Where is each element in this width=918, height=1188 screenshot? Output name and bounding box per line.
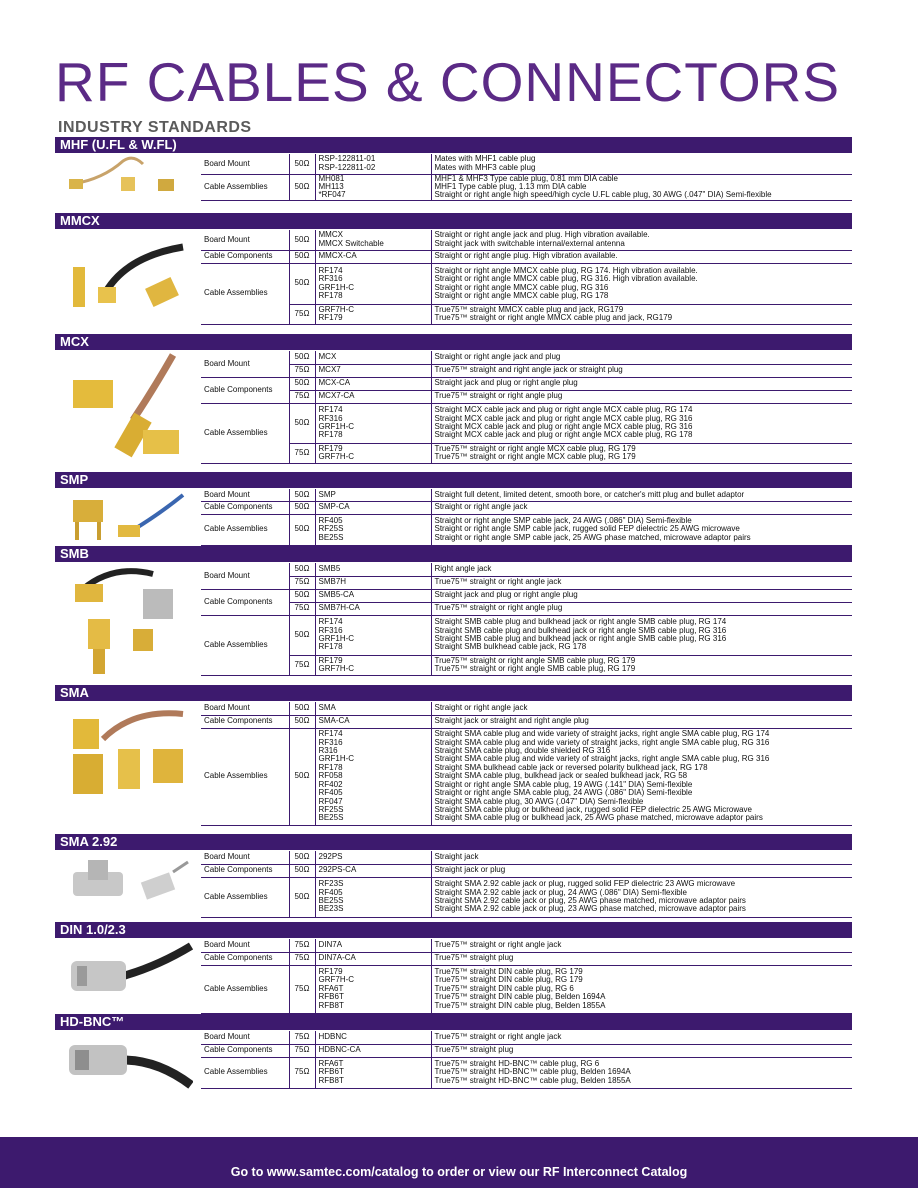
category-cell: Board Mount bbox=[201, 851, 289, 864]
sma-connectors-photo-icon bbox=[55, 702, 200, 825]
table-row bbox=[201, 250, 852, 263]
description-cell: True75™ straight plug bbox=[431, 1044, 852, 1057]
table-row bbox=[201, 952, 852, 965]
footer-link[interactable]: Go to www.samtec.com/catalog to order or view our RF Interconnect Catalog bbox=[230, 1165, 688, 1179]
section-header: SMP bbox=[55, 472, 852, 488]
part-number-cell[interactable]: DIN7A bbox=[315, 939, 431, 952]
impedance-cell: 75Ω bbox=[289, 390, 315, 403]
description-cell: Straight jack and plug or right angle plug bbox=[431, 377, 852, 390]
part-number-cell[interactable]: MCX7 bbox=[315, 364, 431, 377]
part-number-cell[interactable]: MH081 MH113 *RF047 bbox=[315, 174, 431, 200]
table-row bbox=[201, 576, 852, 589]
impedance-cell: 50Ω bbox=[289, 851, 315, 864]
table-row bbox=[201, 263, 852, 304]
category-cell: Board Mount bbox=[201, 154, 289, 174]
impedance-cell: 75Ω bbox=[289, 576, 315, 589]
description-cell: True75™ straight DIN cable plug, RG 179 True75™ straight DIN cable plug, RG 179 True75™ straight DIN cable plug, RG 6 True75™ straight DIN cable plug, Belden 1694A True75™ straight DIN cable plug, Belden 1855A bbox=[431, 965, 852, 1013]
description-cell: Straight jack or plug bbox=[431, 864, 852, 877]
table-row bbox=[201, 514, 852, 545]
category-cell: Board Mount bbox=[201, 230, 289, 250]
description-cell: True75™ straight plug bbox=[431, 952, 852, 965]
part-number-cell[interactable]: MMCX-CA bbox=[315, 250, 431, 263]
description-cell: True75™ straight HD-BNC™ cable plug, RG 6 True75™ straight HD-BNC™ cable plug, Belden 1694A True75™ straight HD-BNC™ cable plug, Belden 1855A bbox=[431, 1057, 852, 1088]
category-cell: Cable Components bbox=[201, 250, 289, 263]
description-cell: True75™ straight and right angle jack or straight plug bbox=[431, 364, 852, 377]
table-row bbox=[201, 1057, 852, 1088]
description-cell: Straight or right angle jack and plug bbox=[431, 351, 852, 364]
description-cell: True75™ straight or right angle MCX cable plug, RG 179 True75™ straight or right angle MCX cable plug, RG 179 bbox=[431, 443, 852, 463]
part-number-cell[interactable]: 292PS-CA bbox=[315, 864, 431, 877]
part-number-cell[interactable]: 292PS bbox=[315, 851, 431, 864]
impedance-cell: 75Ω bbox=[289, 655, 315, 675]
category-cell: Cable Components bbox=[201, 952, 289, 965]
spec-table bbox=[201, 939, 852, 1014]
spec-table bbox=[201, 851, 852, 918]
table-row bbox=[201, 154, 852, 174]
description-cell: Straight jack and plug or right angle plug bbox=[431, 589, 852, 602]
description-cell: Straight or right angle jack bbox=[431, 501, 852, 514]
table-row bbox=[201, 390, 852, 403]
description-cell: Straight or right angle MMCX cable plug, RG 174. High vibration available. Straight or right angle MMCX cable plug, RG 316. High vibration available. Straight or right angle MMCX cable plug, RG 316 Straight or right angle MMCX cable plug, RG 178 bbox=[431, 263, 852, 304]
category-cell: Cable Components bbox=[201, 589, 289, 615]
spec-table bbox=[201, 702, 852, 826]
impedance-cell: 75Ω bbox=[289, 364, 315, 377]
category-cell: Board Mount bbox=[201, 351, 289, 377]
section-header: SMA bbox=[55, 685, 852, 701]
part-number-cell[interactable]: DIN7A-CA bbox=[315, 952, 431, 965]
description-cell: True75™ straight or right angle plug bbox=[431, 390, 852, 403]
category-cell: Cable Components bbox=[201, 715, 289, 728]
impedance-cell: 50Ω bbox=[289, 728, 315, 825]
description-cell: Straight jack bbox=[431, 851, 852, 864]
description-cell: Straight SMA 2.92 cable jack or plug, rugged solid FEP dielectric 23 AWG microwave Straight SMA 2.92 cable jack or plug, 24 AWG (.086" DIA) Semi-flexible Straight SMA 2.92 cable jack or plug, 25 AWG phase matched, microwave adaptor pairs Straight SMA 2.92 cable jack or plug, 23 AWG phase matched, microwave adaptor pairs bbox=[431, 877, 852, 917]
category-cell: Cable Assemblies bbox=[201, 1057, 289, 1088]
category-cell: Cable Assemblies bbox=[201, 965, 289, 1013]
smp-connectors-photo-icon bbox=[55, 489, 200, 545]
category-cell: Board Mount bbox=[201, 702, 289, 715]
spec-table bbox=[201, 1031, 852, 1089]
impedance-cell: 75Ω bbox=[289, 1031, 315, 1044]
part-number-cell[interactable]: HDBNC bbox=[315, 1031, 431, 1044]
impedance-cell: 50Ω bbox=[289, 877, 315, 917]
description-cell: MHF1 & MHF3 Type cable plug, 0.81 mm DIA cable MHF1 Type cable plug, 1.13 mm DIA cable Straight or right angle high speed/high cycle U.FL cable plug, 30 AWG (.047" DIA) Semi-flexible bbox=[431, 174, 852, 200]
part-number-cell[interactable]: SMB7H-CA bbox=[315, 602, 431, 615]
table-row bbox=[201, 489, 852, 501]
description-cell: True75™ straight MMCX cable plug and jack, RG179 True75™ straight or right angle MMCX cable plug and jack, RG179 bbox=[431, 304, 852, 324]
part-number-cell[interactable]: RFA6T RFB6T RFB8T bbox=[315, 1057, 431, 1088]
section-header: MHF (U.FL & W.FL) bbox=[55, 137, 852, 153]
part-number-cell[interactable]: MCX bbox=[315, 351, 431, 364]
table-row bbox=[201, 230, 852, 250]
category-cell: Cable Components bbox=[201, 501, 289, 514]
category-cell: Cable Assemblies bbox=[201, 615, 289, 675]
category-cell: Cable Assemblies bbox=[201, 514, 289, 545]
description-cell: Straight or right angle jack and plug. High vibration available. Straight jack with switchable internal/external antenna bbox=[431, 230, 852, 250]
mmcx-connectors-photo-icon bbox=[55, 230, 200, 324]
part-number-cell[interactable]: MCX-CA bbox=[315, 377, 431, 390]
section-header: HD-BNC™ bbox=[55, 1014, 852, 1030]
impedance-cell: 50Ω bbox=[289, 377, 315, 390]
table-row bbox=[201, 501, 852, 514]
table-row bbox=[201, 655, 852, 675]
table-row bbox=[201, 851, 852, 864]
part-number-cell[interactable]: SMP-CA bbox=[315, 501, 431, 514]
table-row bbox=[201, 563, 852, 576]
impedance-cell: 75Ω bbox=[289, 1057, 315, 1088]
part-number-cell[interactable]: MMCX MMCX Switchable bbox=[315, 230, 431, 250]
spec-table bbox=[201, 154, 852, 201]
section-header: MMCX bbox=[55, 213, 852, 229]
impedance-cell: 50Ω bbox=[289, 864, 315, 877]
impedance-cell: 75Ω bbox=[289, 939, 315, 952]
table-row bbox=[201, 589, 852, 602]
part-number-cell[interactable]: SMP bbox=[315, 489, 431, 501]
part-number-cell[interactable]: MCX7-CA bbox=[315, 390, 431, 403]
part-number-cell[interactable]: SMB5 bbox=[315, 563, 431, 576]
section-header: MCX bbox=[55, 334, 852, 350]
part-number-cell[interactable]: HDBNC-CA bbox=[315, 1044, 431, 1057]
category-cell: Cable Components bbox=[201, 1044, 289, 1057]
description-cell: Straight full detent, limited detent, smooth bore, or catcher's mitt plug and bullet adaptor bbox=[431, 489, 852, 501]
part-number-cell[interactable]: RF179 GRF7H-C bbox=[315, 443, 431, 463]
impedance-cell: 50Ω bbox=[289, 501, 315, 514]
table-row bbox=[201, 965, 852, 1013]
impedance-cell: 50Ω bbox=[289, 250, 315, 263]
impedance-cell: 50Ω bbox=[289, 351, 315, 364]
table-row bbox=[201, 864, 852, 877]
category-cell: Board Mount bbox=[201, 939, 289, 952]
category-cell: Cable Components bbox=[201, 377, 289, 403]
impedance-cell: 50Ω bbox=[289, 154, 315, 174]
impedance-cell: 75Ω bbox=[289, 1044, 315, 1057]
table-row bbox=[201, 174, 852, 200]
mcx-connectors-photo-icon bbox=[55, 351, 200, 463]
impedance-cell: 75Ω bbox=[289, 304, 315, 324]
description-cell: Straight or right angle plug. High vibration available. bbox=[431, 250, 852, 263]
description-cell: Right angle jack bbox=[431, 563, 852, 576]
table-row bbox=[201, 615, 852, 655]
part-number-cell[interactable]: SMB7H bbox=[315, 576, 431, 589]
table-row bbox=[201, 351, 852, 364]
part-number-cell[interactable]: RF174 RF316 GRF1H-C RF178 bbox=[315, 263, 431, 304]
table-row bbox=[201, 377, 852, 390]
table-row bbox=[201, 443, 852, 463]
part-number-cell[interactable]: GRF7H-C RF179 bbox=[315, 304, 431, 324]
category-cell: Board Mount bbox=[201, 1031, 289, 1044]
table-row bbox=[201, 939, 852, 952]
description-cell: True75™ straight or right angle jack bbox=[431, 576, 852, 589]
part-number-cell[interactable]: RF179 GRF7H-C bbox=[315, 655, 431, 675]
impedance-cell: 75Ω bbox=[289, 965, 315, 1013]
table-row bbox=[201, 403, 852, 443]
description-cell: Straight SMA cable plug and wide variety of straight jacks, right angle SMA cable plug, RG 174 Straight SMA cable plug and wide variety of straight jacks, right angle SMA cable plug, RG 316 Straight SMA cable plug, double shielded RG 316 Straight SMA cable plug and wide variety of straight jacks, right angle SMA cable plug, RG 316 Straight SMA bulkhead cable jack or reversed polarity bulkhead jack, RG 178 Straight SMA cable plug, bulkhead jack or sealed bulkhead jack, RG 58 Straight or right angle SMA cable plug, 19 AWG (.141" DIA) Semi-flexible Straight or right angle SMA cable plug, 24 AWG (.086" DIA) Semi-flexible Straight SMA cable plug, 30 AWG (.047" DIA) Semi-flexible Straight SMA cable plug or bulkhead jack, rugged solid FEP dielectric 25 AWG Microwave Straight SMA cable plug or bulkhead jack, 25 AWG phase matched, microwave adaptor pairs bbox=[431, 728, 852, 825]
impedance-cell: 75Ω bbox=[289, 443, 315, 463]
smb-connectors-photo-icon bbox=[55, 563, 200, 675]
impedance-cell: 50Ω bbox=[289, 174, 315, 200]
impedance-cell: 50Ω bbox=[289, 615, 315, 655]
impedance-cell: 50Ω bbox=[289, 589, 315, 602]
part-number-cell[interactable]: RF174 RF316 R316 GRF1H-C RF178 RF058 RF402 RF405 RF047 RF25S BE25S bbox=[315, 728, 431, 825]
description-cell: Straight or right angle SMP cable jack, 24 AWG (.086" DIA) Semi-flexible Straight or right angle SMP cable jack, rugged solid FEP dielectric 25 AWG microwave Straight or right angle SMP cable jack, 25 AWG phase matched, microwave adaptor pairs bbox=[431, 514, 852, 545]
part-number-cell[interactable]: SMA bbox=[315, 702, 431, 715]
description-cell: True75™ straight or right angle plug bbox=[431, 602, 852, 615]
page-title: RF CABLES & CONNECTORS bbox=[55, 51, 841, 113]
part-number-cell[interactable]: SMB5-CA bbox=[315, 589, 431, 602]
impedance-cell: 50Ω bbox=[289, 263, 315, 304]
table-row bbox=[201, 1044, 852, 1057]
description-cell: True75™ straight or right angle jack bbox=[431, 1031, 852, 1044]
table-row bbox=[201, 728, 852, 825]
mhf-connectors-photo-icon bbox=[55, 154, 200, 194]
part-number-cell[interactable]: RF405 RF25S BE25S bbox=[315, 514, 431, 545]
page-subtitle: INDUSTRY STANDARDS bbox=[58, 119, 252, 136]
part-number-cell[interactable]: RSP-122811-01 RSP-122811-02 bbox=[315, 154, 431, 174]
category-cell: Cable Assemblies bbox=[201, 263, 289, 324]
category-cell: Board Mount bbox=[201, 489, 289, 501]
category-cell: Cable Assemblies bbox=[201, 728, 289, 825]
table-row bbox=[201, 715, 852, 728]
description-cell: Straight or right angle jack bbox=[431, 702, 852, 715]
part-number-cell[interactable]: SMA-CA bbox=[315, 715, 431, 728]
category-cell: Cable Assemblies bbox=[201, 174, 289, 200]
part-number-cell[interactable]: RF174 RF316 GRF1H-C RF178 bbox=[315, 403, 431, 443]
impedance-cell: 75Ω bbox=[289, 952, 315, 965]
table-row bbox=[201, 602, 852, 615]
part-number-cell[interactable]: RF179 GRF7H-C RFA6T RFB6T RFB8T bbox=[315, 965, 431, 1013]
table-row bbox=[201, 364, 852, 377]
table-row bbox=[201, 877, 852, 917]
section-header: DIN 1.0/2.3 bbox=[55, 922, 852, 938]
impedance-cell: 50Ω bbox=[289, 403, 315, 443]
table-row bbox=[201, 702, 852, 715]
part-number-cell[interactable]: RF174 RF316 GRF1H-C RF178 bbox=[315, 615, 431, 655]
spec-table bbox=[201, 230, 852, 325]
sma292-connectors-photo-icon bbox=[55, 851, 200, 917]
impedance-cell: 50Ω bbox=[289, 563, 315, 576]
description-cell: Straight jack or straight and right angle plug bbox=[431, 715, 852, 728]
spec-table bbox=[201, 563, 852, 676]
spec-table bbox=[201, 489, 852, 546]
category-cell: Cable Assemblies bbox=[201, 877, 289, 917]
din-connectors-photo-icon bbox=[55, 939, 200, 1013]
description-cell: True75™ straight or right angle SMB cable plug, RG 179 True75™ straight or right angle SMB cable plug, RG 179 bbox=[431, 655, 852, 675]
table-row bbox=[201, 304, 852, 324]
category-cell: Cable Components bbox=[201, 864, 289, 877]
category-cell: Cable Assemblies bbox=[201, 403, 289, 463]
impedance-cell: 50Ω bbox=[289, 715, 315, 728]
description-cell: Straight SMB cable plug and bulkhead jack or right angle SMB cable plug, RG 174 Straight SMB cable plug and bulkhead jack or right angle SMB cable plug, RG 316 Straight SMB cable plug and bulkhead jack or right angle SMB cable plug, RG 316 Straight SMB bulkhead cable jack, RG 178 bbox=[431, 615, 852, 655]
section-header: SMB bbox=[55, 546, 852, 562]
impedance-cell: 50Ω bbox=[289, 702, 315, 715]
impedance-cell: 50Ω bbox=[289, 514, 315, 545]
impedance-cell: 75Ω bbox=[289, 602, 315, 615]
footer-banner[interactable] bbox=[0, 1137, 918, 1188]
description-cell: Straight MCX cable jack and plug or right angle MCX cable plug, RG 174 Straight MCX cable jack and plug or right angle MCX cable plug, RG 316 Straight MCX cable jack and plug or right angle MCX cable plug, RG 316 Straight MCX cable jack and plug or right angle MCX cable plug, RG 178 bbox=[431, 403, 852, 443]
category-cell: Board Mount bbox=[201, 563, 289, 589]
part-number-cell[interactable]: RF23S RF405 BE25S BE23S bbox=[315, 877, 431, 917]
impedance-cell: 50Ω bbox=[289, 230, 315, 250]
impedance-cell: 50Ω bbox=[289, 489, 315, 501]
description-cell: Mates with MHF1 cable plug Mates with MHF3 cable plug bbox=[431, 154, 852, 174]
table-row bbox=[201, 1031, 852, 1044]
description-cell: True75™ straight or right angle jack bbox=[431, 939, 852, 952]
section-header: SMA 2.92 bbox=[55, 834, 852, 850]
hdbnc-connectors-photo-icon bbox=[55, 1031, 200, 1088]
spec-table bbox=[201, 351, 852, 464]
